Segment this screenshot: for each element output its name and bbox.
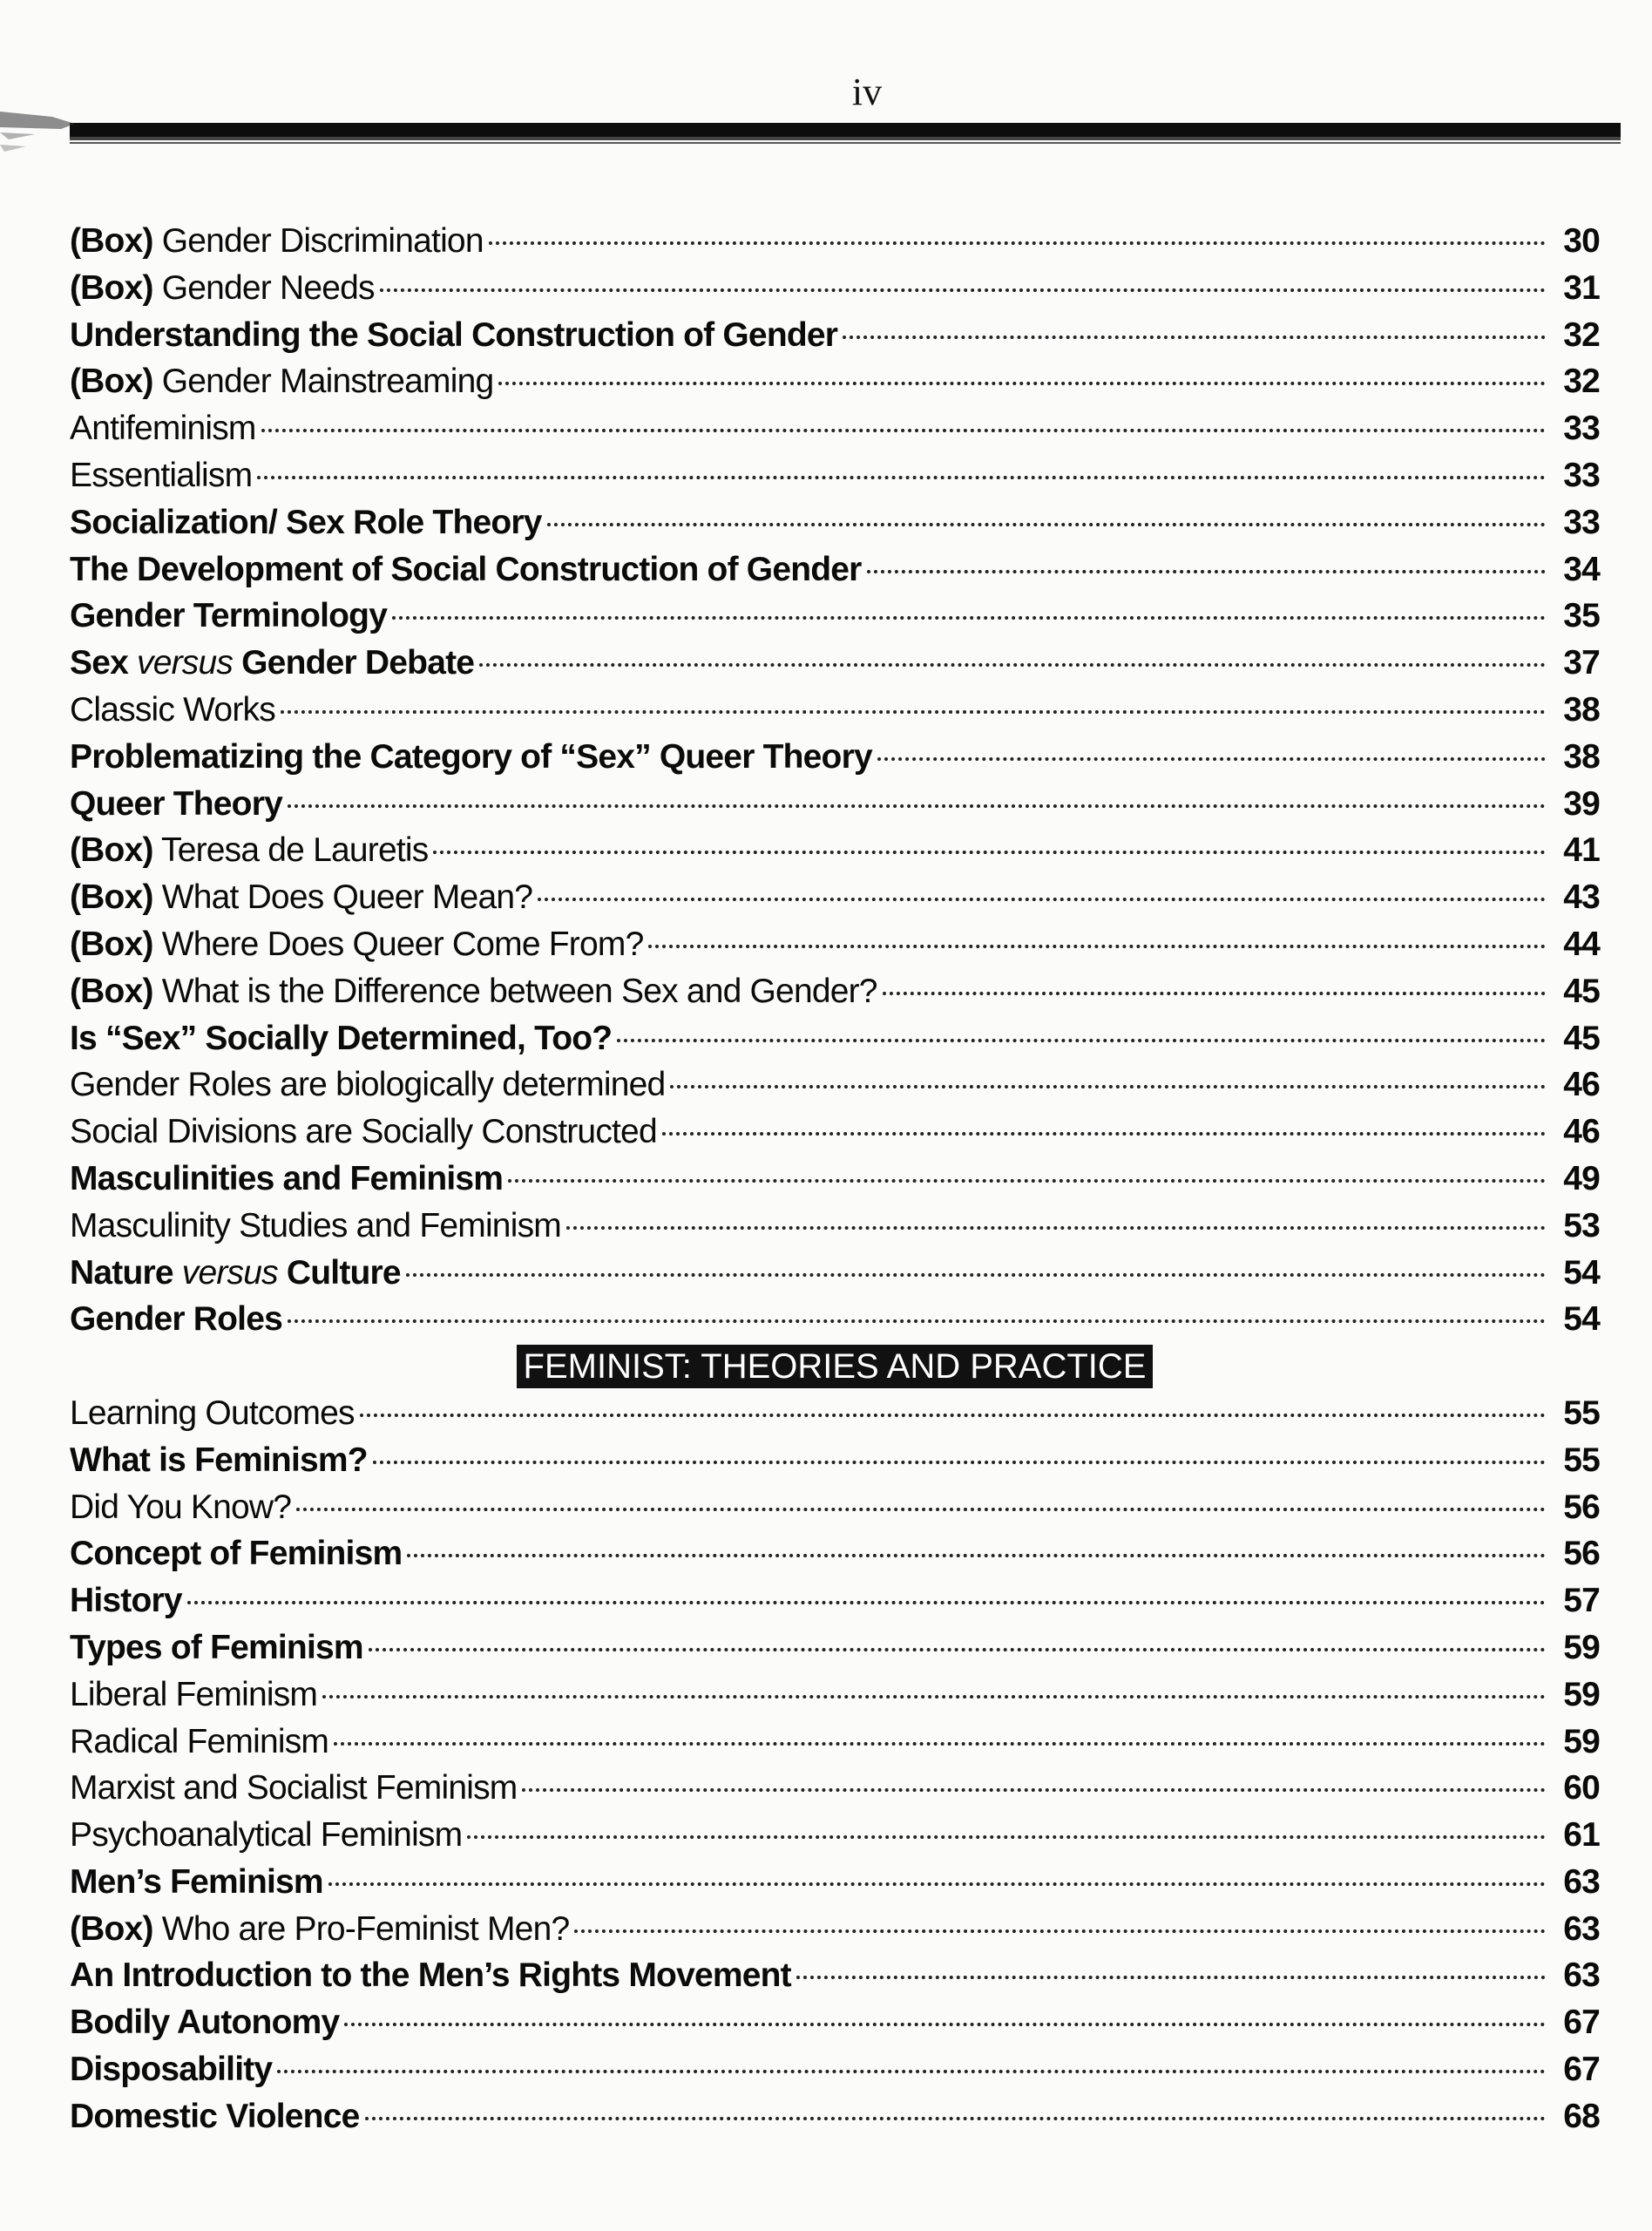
toc-entry <box>70 921 1600 968</box>
dot-leader <box>877 757 1546 761</box>
toc-entry <box>70 1203 1600 1250</box>
title-text: Learning Outcomes <box>70 1394 355 1432</box>
toc-entry-page: 57 <box>1563 1582 1600 1620</box>
dot-leader <box>433 851 1546 854</box>
toc-entry <box>70 499 1600 546</box>
toc-entry-title <box>70 1672 317 1719</box>
dot-leader <box>508 1179 1546 1183</box>
title-text: Concept of Feminism <box>70 1535 403 1573</box>
scan-smudge <box>0 94 78 164</box>
title-text: An Introduction to the Men’s Rights Movement <box>70 1956 791 1995</box>
toc-entry-title <box>70 734 872 781</box>
toc-entry-page: 33 <box>1563 410 1600 448</box>
toc-entry-title <box>70 1906 569 1953</box>
toc-entry-title <box>70 874 532 921</box>
dot-leader <box>407 1554 1546 1557</box>
toc-entry-title <box>70 452 252 499</box>
toc-entry-title <box>70 1952 791 1999</box>
page-number: iv <box>851 71 883 113</box>
title-part: Gender Debate <box>233 644 475 682</box>
toc-entry-title <box>70 1061 665 1109</box>
toc-entry <box>70 827 1600 874</box>
toc-entry-title <box>70 921 643 968</box>
toc-entry <box>70 1156 1600 1203</box>
header-rule <box>70 123 1621 140</box>
title-part: Nature <box>70 1253 182 1292</box>
title-text: Gender Discrimination <box>161 222 484 260</box>
toc-entry <box>70 734 1600 781</box>
toc-entry-title <box>70 1859 323 1906</box>
toc-entry-page: 60 <box>1563 1769 1600 1807</box>
dot-leader <box>574 1929 1546 1933</box>
toc-entry-title <box>70 968 877 1015</box>
toc-entry-page: 56 <box>1563 1535 1600 1573</box>
dot-leader <box>498 382 1546 385</box>
title-text: Essentialism <box>70 456 253 494</box>
title-text: Marxist and Socialist Feminism <box>70 1769 518 1807</box>
toc-entry <box>70 1484 1600 1531</box>
title-text: Socialization/ Sex Role Theory <box>70 503 542 541</box>
title-text: Men’s Feminism <box>70 1862 323 1901</box>
toc-entry <box>70 1906 1600 1953</box>
title-text: What is Feminism? <box>70 1441 368 1479</box>
toc-entry-title <box>70 546 862 593</box>
toc-entry-page: 55 <box>1563 1441 1600 1479</box>
toc-entry <box>70 1952 1600 1999</box>
toc-entry-page: 41 <box>1563 831 1600 870</box>
dot-leader <box>334 1742 1546 1746</box>
dot-leader <box>538 898 1546 901</box>
title-text: Psychoanalytical Feminism <box>70 1816 463 1855</box>
title-text: Is “Sex” Socially Determined, Too? <box>70 1019 613 1057</box>
section-heading-row <box>70 1343 1600 1390</box>
dot-leader <box>360 1414 1546 1417</box>
toc-entry <box>70 452 1600 499</box>
toc-entry <box>70 265 1600 312</box>
title-text: Social Divisions are Socially Constructed <box>70 1113 657 1151</box>
dot-leader <box>257 476 1546 479</box>
italic-term: versus <box>181 1253 278 1292</box>
toc-entry-title <box>70 499 542 546</box>
title-text: Gender Roles <box>70 1300 282 1339</box>
dot-leader <box>867 570 1546 573</box>
toc-entry-title <box>70 827 428 874</box>
title-text: Liberal Feminism <box>70 1675 318 1713</box>
toc-entry <box>70 1812 1600 1859</box>
title-text: Gender Terminology <box>70 597 388 635</box>
dot-leader <box>479 663 1546 667</box>
title-text: History <box>70 1582 182 1620</box>
dot-leader <box>281 710 1546 714</box>
toc-entry-page: 30 <box>1563 222 1600 260</box>
toc-entry-title <box>70 1577 182 1624</box>
toc-entry <box>70 968 1600 1015</box>
toc-entry <box>70 2093 1600 2140</box>
toc-entry-page: 63 <box>1563 1862 1600 1901</box>
dot-leader <box>467 1835 1546 1839</box>
toc-entry-title <box>70 1765 517 1812</box>
section-heading: FEMINIST: THEORIES AND PRACTICE <box>517 1345 1154 1388</box>
toc-entry <box>70 218 1600 265</box>
toc-entry-page: 38 <box>1563 737 1600 776</box>
title-text: Types of Feminism <box>70 1628 363 1666</box>
toc-entry <box>70 1719 1600 1766</box>
title-text: Domestic Violence <box>70 2097 360 2135</box>
dot-leader <box>489 241 1546 245</box>
dot-leader <box>261 429 1546 432</box>
title-text: Masculinities and Feminism <box>70 1159 504 1197</box>
toc-entry-title <box>70 1203 561 1250</box>
dot-leader <box>843 336 1546 339</box>
toc-entry-title <box>70 1530 402 1577</box>
toc-entry-page: 31 <box>1563 268 1600 307</box>
toc-entry <box>70 1390 1600 1437</box>
dot-leader <box>277 2070 1546 2073</box>
toc-entry-title <box>70 1250 401 1297</box>
toc-entry-title <box>70 1296 282 1343</box>
toc-entry-page: 37 <box>1563 644 1600 682</box>
toc-entry <box>70 874 1600 921</box>
toc-entry-page: 61 <box>1563 1816 1600 1855</box>
toc-entry-title <box>70 312 837 359</box>
toc-entry-title <box>70 1484 291 1531</box>
dot-leader <box>522 1788 1546 1792</box>
toc-entry-title <box>70 1719 328 1766</box>
dot-leader <box>547 523 1546 526</box>
toc-entry <box>70 405 1600 452</box>
toc-entry-page: 63 <box>1563 1909 1600 1948</box>
toc-entry <box>70 1109 1600 1156</box>
title-text: What Does Queer Mean? <box>161 878 533 917</box>
dot-leader <box>296 1508 1546 1511</box>
toc-entry-page: 63 <box>1563 1956 1600 1995</box>
title-text: Radical Feminism <box>70 1722 329 1760</box>
dot-leader <box>187 1601 1546 1604</box>
dot-leader <box>883 992 1546 995</box>
title-text: Understanding the Social Construction of Gender <box>70 315 838 354</box>
box-prefix: (Box) <box>70 925 153 963</box>
box-prefix: (Box) <box>70 222 153 260</box>
toc-entry-page: 54 <box>1563 1300 1600 1339</box>
title-part: Sex <box>70 644 138 682</box>
toc-entry-page: 67 <box>1563 2004 1600 2042</box>
toc-entry-page: 68 <box>1563 2097 1600 2135</box>
toc-entry-page: 49 <box>1563 1159 1600 1197</box>
title-part: Culture <box>277 1253 401 1292</box>
dot-leader <box>392 616 1546 620</box>
toc-entry <box>70 1577 1600 1624</box>
toc-entry-page: 46 <box>1563 1066 1600 1104</box>
dot-leader <box>796 1976 1546 1979</box>
dot-leader <box>380 288 1546 292</box>
toc-entry-page: 33 <box>1563 503 1600 541</box>
toc-entry <box>70 1672 1600 1719</box>
toc-entry <box>70 1437 1600 1484</box>
box-prefix: (Box) <box>70 363 153 401</box>
dot-leader <box>365 2117 1547 2120</box>
title-text: Did You Know? <box>70 1488 292 1526</box>
toc-entry-title <box>70 593 387 640</box>
toc-entry-page: 56 <box>1563 1488 1600 1526</box>
toc-entry-title <box>70 781 282 828</box>
toc-entry-title <box>70 687 275 734</box>
title-text: Where Does Queer Come From? <box>161 925 644 963</box>
dot-leader <box>670 1085 1546 1088</box>
italic-term: versus <box>137 644 234 682</box>
title-text: Masculinity Studies and Feminism <box>70 1206 561 1244</box>
toc-entry-title <box>70 1109 657 1156</box>
dot-leader <box>662 1132 1546 1136</box>
dot-leader <box>328 1882 1546 1886</box>
toc-entry <box>70 687 1600 734</box>
dot-leader <box>288 1319 1546 1323</box>
title-text: What is the Difference between Sex and Gender? <box>161 972 877 1010</box>
box-prefix: (Box) <box>70 831 153 870</box>
title-text: Gender Roles are biologically determined <box>70 1066 666 1104</box>
toc-entry-page: 55 <box>1563 1394 1600 1432</box>
toc-entry <box>70 1296 1600 1343</box>
toc-entry <box>70 1765 1600 1812</box>
toc-entry-page: 45 <box>1563 972 1600 1010</box>
title-text: Teresa de Lauretis <box>161 831 429 870</box>
title-text: Who are Pro-Feminist Men? <box>161 1909 570 1948</box>
title-text: Problematizing the Category of “Sex” Queer Theory <box>70 737 872 776</box>
title-text: Disposability <box>70 2051 273 2089</box>
title-text: Bodily Autonomy <box>70 2004 340 2042</box>
toc-entry-page: 38 <box>1563 690 1600 729</box>
toc-entry-page: 46 <box>1563 1113 1600 1151</box>
toc-entry-title <box>70 1999 339 2046</box>
toc-entry-title <box>70 218 484 265</box>
toc-entry <box>70 1015 1600 1062</box>
toc-entry-page: 54 <box>1563 1253 1600 1292</box>
toc-entry-title <box>70 1437 368 1484</box>
toc-entry-title <box>70 1156 503 1203</box>
box-prefix: (Box) <box>70 972 153 1010</box>
dot-leader <box>617 1039 1546 1042</box>
toc-entry-page: 32 <box>1563 363 1600 401</box>
box-prefix: (Box) <box>70 1909 153 1948</box>
toc-entry-page: 45 <box>1563 1019 1600 1057</box>
toc-entry-page: 67 <box>1563 2051 1600 2089</box>
toc-entry-title <box>70 2046 272 2093</box>
toc-entry-page: 33 <box>1563 456 1600 494</box>
toc-entry <box>70 1061 1600 1109</box>
title-text: The Development of Social Construction of Gender <box>70 550 862 588</box>
title-text: Antifeminism <box>70 410 256 448</box>
toc-entry-page: 35 <box>1563 597 1600 635</box>
dot-leader <box>369 1648 1546 1651</box>
toc-entry-title <box>70 1015 612 1062</box>
toc-entry <box>70 640 1600 687</box>
toc-entry-page: 43 <box>1563 878 1600 917</box>
toc-entry <box>70 546 1600 593</box>
dot-leader <box>648 945 1546 948</box>
toc-entry-title <box>70 265 375 312</box>
toc-entry <box>70 312 1600 359</box>
toc-entry <box>70 1624 1600 1672</box>
box-prefix: (Box) <box>70 268 153 307</box>
toc-entry-page: 34 <box>1563 550 1600 588</box>
toc-entry-page: 32 <box>1563 315 1600 354</box>
toc-entry <box>70 358 1600 405</box>
title-text: Queer Theory <box>70 784 282 823</box>
toc-entry-page: 59 <box>1563 1722 1600 1760</box>
toc-entry-title <box>70 640 474 687</box>
toc-entry <box>70 1530 1600 1577</box>
dot-leader <box>344 2023 1546 2026</box>
table-of-contents <box>70 218 1600 2140</box>
dot-leader <box>288 804 1546 808</box>
toc-entry-title <box>70 358 493 405</box>
toc-entry-title <box>70 1812 462 1859</box>
dot-leader <box>406 1273 1546 1277</box>
toc-entry-page: 59 <box>1563 1628 1600 1666</box>
toc-entry-page: 44 <box>1563 925 1600 963</box>
toc-entry-title <box>70 405 256 452</box>
box-prefix: (Box) <box>70 878 153 917</box>
toc-entry-page: 59 <box>1563 1675 1600 1713</box>
toc-entry-page: 39 <box>1563 784 1600 823</box>
dot-leader <box>373 1461 1546 1464</box>
dot-leader <box>566 1226 1546 1230</box>
toc-entry <box>70 1250 1600 1297</box>
title-text: Gender Needs <box>161 268 375 307</box>
toc-entry <box>70 1859 1600 1906</box>
toc-entry-title <box>70 2093 360 2140</box>
toc-entry-title <box>70 1624 363 1672</box>
toc-entry <box>70 781 1600 828</box>
toc-entry <box>70 593 1600 640</box>
toc-entry-page: 53 <box>1563 1206 1600 1244</box>
toc-entry <box>70 2046 1600 2093</box>
dot-leader <box>322 1695 1546 1699</box>
title-text: Gender Mainstreaming <box>161 363 494 401</box>
title-text: Classic Works <box>70 690 275 729</box>
toc-entry <box>70 1999 1600 2046</box>
toc-entry-title <box>70 1390 355 1437</box>
